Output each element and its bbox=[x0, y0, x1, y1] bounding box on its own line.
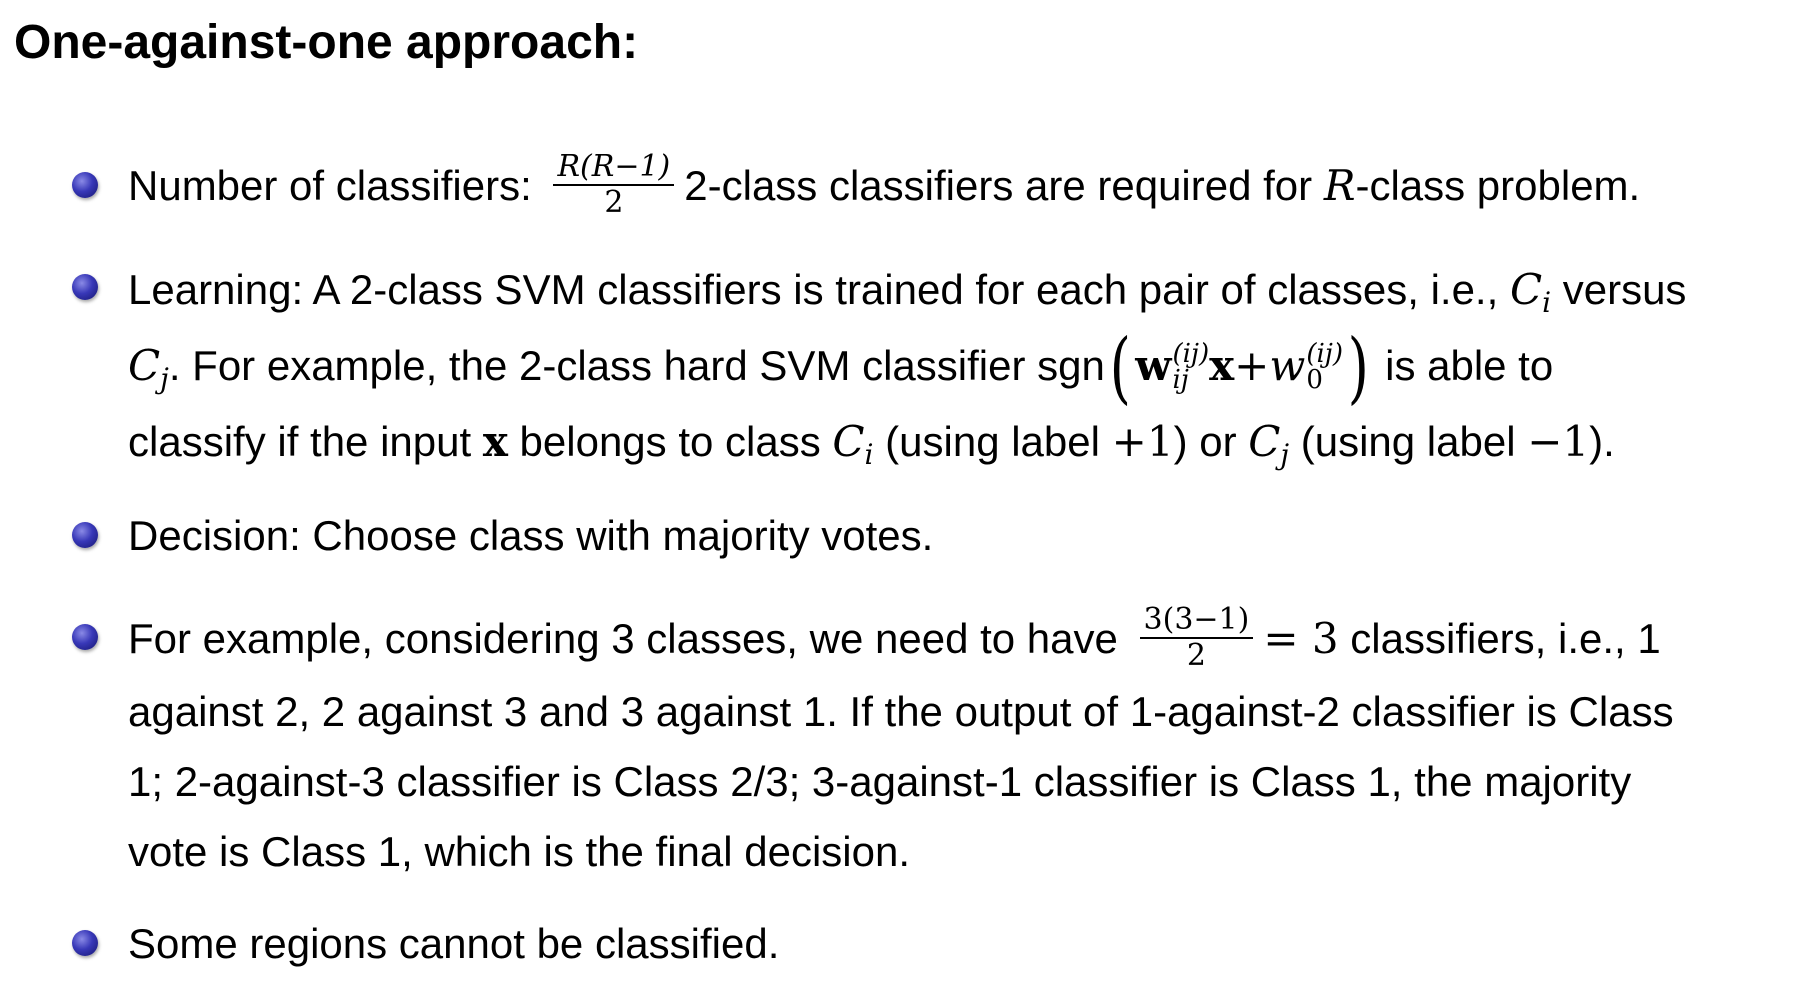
example-line3: 1; 2-against-3 classifier is Class 2/3; 3-against-1 classifier is Class 1, the majority bbox=[128, 757, 1632, 805]
or-text: ) or bbox=[1173, 418, 1249, 465]
classifiers-fraction bbox=[553, 150, 674, 220]
plus-one: +1 bbox=[1111, 417, 1174, 466]
left-paren: ( bbox=[1109, 323, 1131, 413]
bullet-icon bbox=[72, 172, 98, 198]
fraction-denominator: 2 bbox=[604, 184, 624, 220]
example-fraction bbox=[1140, 603, 1254, 673]
classifiers-rest-a: 2-class classifiers are required for bbox=[684, 162, 1324, 209]
learning-example-text: . For example, the 2-class hard SVM classifier sgn bbox=[168, 342, 1105, 389]
classifiers-rest-b: -class problem. bbox=[1355, 162, 1641, 209]
classify-text: classify if the input bbox=[128, 418, 483, 465]
learning-able: is able to bbox=[1373, 342, 1554, 389]
example-line4: vote is Class 1, which is the final decision. bbox=[128, 827, 911, 875]
bullet-icon bbox=[72, 522, 98, 548]
bullet-icon bbox=[72, 624, 98, 650]
learning-versus: versus bbox=[1551, 266, 1687, 313]
classifiers-lead: Number of classifiers: bbox=[128, 162, 532, 209]
var-Cj-sub: j bbox=[160, 362, 169, 395]
bias-w0: w bbox=[1269, 341, 1306, 390]
example-fraction-numerator: 3(3−1) bbox=[1140, 603, 1254, 639]
bias-subscript: 0 bbox=[1306, 364, 1323, 395]
var-Cj: C bbox=[128, 341, 161, 390]
plus-sign: + bbox=[1234, 341, 1270, 390]
weight-vector-w: w bbox=[1135, 341, 1172, 390]
belongs-text: belongs to class bbox=[507, 418, 833, 465]
learning-lead: Learning: A 2-class SVM classifiers is trained for each pair of classes, i.e., bbox=[128, 266, 1510, 313]
input-vector-x: x bbox=[1209, 341, 1235, 390]
var-R: R bbox=[1323, 161, 1356, 210]
slide-title: One-against-one approach: bbox=[14, 16, 639, 69]
var-Ci: C bbox=[1509, 265, 1543, 314]
weight-scripts bbox=[1172, 338, 1210, 395]
example-line1-rest: classifiers, i.e., 1 bbox=[1338, 615, 1661, 662]
example-equals: = 3 bbox=[1263, 614, 1339, 663]
right-paren: ) bbox=[1347, 323, 1369, 413]
list-item-learning bbox=[128, 252, 1808, 480]
var-Cj-2: C bbox=[1248, 417, 1281, 466]
list-item-classifiers bbox=[128, 150, 1808, 224]
label-neg-text: (using label bbox=[1289, 418, 1528, 465]
regions-text: Some regions cannot be classified. bbox=[128, 920, 780, 967]
label-pos-text: (using label bbox=[873, 418, 1112, 465]
var-Ci-2-sub: i bbox=[864, 438, 874, 471]
example-lead: For example, considering 3 classes, we need to have bbox=[128, 615, 1118, 662]
example-fraction-denominator: 2 bbox=[1186, 637, 1206, 673]
decision-text: Decision: Choose class with majority votes. bbox=[128, 512, 934, 559]
var-Ci-sub: i bbox=[1542, 286, 1552, 319]
fraction-numerator: R(R−1) bbox=[553, 150, 674, 186]
list-item-regions bbox=[128, 908, 1808, 980]
weight-subscript: ij bbox=[1172, 364, 1189, 395]
bias-superscript: (ij) bbox=[1306, 338, 1343, 369]
bullet-icon bbox=[72, 274, 98, 300]
example-line2: against 2, 2 against 3 and 3 against 1. If the output of 1-against-2 classifier is Class bbox=[128, 687, 1674, 735]
list-item-example bbox=[128, 601, 1808, 887]
minus-one: −1 bbox=[1527, 417, 1590, 466]
learning-end: ). bbox=[1589, 418, 1615, 465]
var-Ci-2: C bbox=[832, 417, 865, 466]
var-Cj-2-sub: j bbox=[1280, 438, 1290, 471]
bullet-icon bbox=[72, 930, 98, 956]
input-x: x bbox=[482, 417, 508, 466]
weight-superscript: (ij) bbox=[1172, 338, 1210, 369]
bias-scripts bbox=[1306, 338, 1343, 395]
list-item-decision bbox=[128, 500, 1808, 572]
